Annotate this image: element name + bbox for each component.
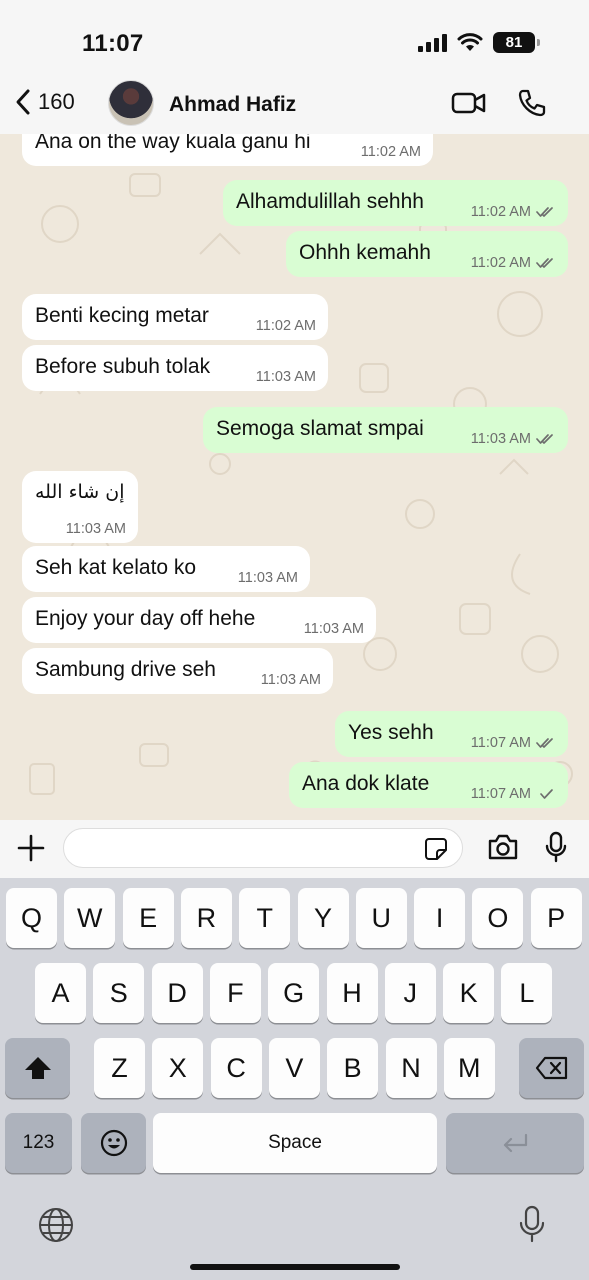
voice-call-icon[interactable] (517, 88, 547, 118)
single-check-icon (536, 788, 556, 800)
key-x[interactable]: X (152, 1038, 203, 1098)
key-j[interactable]: J (385, 963, 436, 1023)
unread-count: 160 (38, 89, 75, 114)
key-i[interactable]: I (414, 888, 465, 948)
message-text: Ohhh kemahh (299, 241, 431, 264)
return-icon (500, 1132, 530, 1154)
key-z[interactable]: Z (94, 1038, 145, 1098)
key-y[interactable]: Y (298, 888, 349, 948)
message-meta (66, 521, 126, 537)
key-d[interactable]: D (152, 963, 203, 1023)
message-time: 11:03 AM (303, 621, 364, 637)
avatar[interactable] (108, 80, 154, 126)
message-text: Before subuh tolak (35, 355, 211, 378)
message-meta (261, 672, 321, 688)
outgoing-message[interactable] (286, 231, 568, 277)
double-check-icon (536, 737, 556, 749)
message-time: 11:03 AM (65, 521, 126, 537)
cellular-signal-icon (418, 34, 447, 52)
key-n[interactable]: N (386, 1038, 437, 1098)
key-a[interactable]: A (35, 963, 86, 1023)
message-text: Benti kecing metar (35, 304, 209, 327)
message-text: Sambung drive seh (35, 658, 216, 681)
message-time: 11:03 AM (237, 570, 298, 586)
message-text: Ana on the way kuala ganu hi (35, 134, 311, 153)
backspace-key[interactable] (519, 1038, 584, 1098)
return-key[interactable] (446, 1113, 584, 1173)
message-meta (471, 786, 556, 802)
key-t[interactable]: T (239, 888, 290, 948)
wifi-icon (457, 33, 483, 52)
key-g[interactable]: G (268, 963, 319, 1023)
sticker-icon[interactable] (424, 837, 448, 861)
message-meta (471, 735, 556, 751)
key-s[interactable]: S (93, 963, 144, 1023)
battery-icon (493, 32, 535, 53)
back-button[interactable] (14, 88, 75, 116)
contact-name[interactable]: Ahmad Hafiz (169, 93, 297, 116)
message-time: 11:02 AM (470, 255, 531, 271)
message-input[interactable] (63, 828, 463, 868)
space-key[interactable]: Space (153, 1113, 437, 1173)
message-meta (471, 204, 556, 220)
message-text: Seh kat kelato ko (35, 556, 197, 579)
incoming-message[interactable] (22, 471, 138, 543)
message-time: 11:03 AM (470, 431, 531, 447)
message-time: 11:07 AM (470, 735, 531, 751)
shift-key[interactable] (5, 1038, 70, 1098)
message-time: 11:03 AM (260, 672, 321, 688)
key-w[interactable]: W (64, 888, 115, 948)
key-k[interactable]: K (443, 963, 494, 1023)
shift-icon (23, 1055, 53, 1081)
message-text: Semoga slamat smpai (216, 417, 424, 440)
double-check-icon (536, 433, 556, 445)
double-check-icon (536, 206, 556, 218)
keyboard (0, 878, 589, 1280)
key-m[interactable]: M (444, 1038, 495, 1098)
message-time: 11:03 AM (255, 369, 316, 385)
status-icons (418, 32, 535, 53)
battery-level: 81 (505, 34, 523, 51)
key-h[interactable]: H (327, 963, 378, 1023)
double-check-icon (536, 257, 556, 269)
incoming-message[interactable] (22, 648, 333, 694)
plus-icon[interactable] (17, 834, 45, 862)
outgoing-message[interactable] (203, 407, 568, 453)
composer-bar (0, 820, 589, 878)
key-b[interactable]: B (327, 1038, 378, 1098)
message-text: إن شاء الله (35, 481, 125, 503)
incoming-message[interactable] (22, 546, 310, 592)
emoji-key[interactable] (81, 1113, 146, 1173)
message-text: Yes sehh (348, 721, 434, 744)
status-time: 11:07 (82, 30, 144, 57)
message-meta (256, 318, 316, 334)
dictation-icon[interactable] (518, 1205, 546, 1243)
message-meta (361, 144, 421, 160)
outgoing-message[interactable] (223, 180, 568, 226)
chat-area[interactable] (0, 134, 589, 820)
key-e[interactable]: E (123, 888, 174, 948)
key-q[interactable]: Q (6, 888, 57, 948)
top-bar (0, 0, 589, 134)
message-meta (471, 255, 556, 271)
message-text: Ana dok klate (302, 772, 430, 795)
incoming-message[interactable] (22, 597, 376, 643)
message-time: 11:02 AM (255, 318, 316, 334)
video-call-icon[interactable] (451, 88, 487, 118)
key-p[interactable]: P (531, 888, 582, 948)
backspace-icon (535, 1056, 569, 1080)
message-meta (238, 570, 298, 586)
outgoing-message[interactable] (289, 762, 568, 808)
key-o[interactable]: O (472, 888, 523, 948)
microphone-icon[interactable] (544, 831, 568, 863)
home-indicator (190, 1264, 400, 1270)
outgoing-message[interactable] (335, 711, 568, 757)
message-meta (256, 369, 316, 385)
key-u[interactable]: U (356, 888, 407, 948)
incoming-message[interactable] (22, 134, 433, 166)
message-time: 11:07 AM (470, 786, 531, 802)
key-c[interactable]: C (211, 1038, 262, 1098)
incoming-message[interactable] (22, 294, 328, 340)
message-text: Enjoy your day off hehe (35, 607, 256, 630)
incoming-message[interactable] (22, 345, 328, 391)
key-r[interactable]: R (181, 888, 232, 948)
message-meta (471, 431, 556, 447)
key-l[interactable]: L (501, 963, 552, 1023)
globe-icon[interactable] (38, 1207, 74, 1243)
message-text: Alhamdulillah sehhh (236, 190, 424, 213)
key-v[interactable]: V (269, 1038, 320, 1098)
emoji-icon (100, 1129, 128, 1157)
camera-icon[interactable] (487, 833, 519, 861)
back-chevron-icon (14, 88, 32, 116)
message-time: 11:02 AM (470, 204, 531, 220)
message-meta (304, 621, 364, 637)
key-f[interactable]: F (210, 963, 261, 1023)
message-time: 11:02 AM (360, 144, 421, 160)
numbers-key[interactable]: 123 (5, 1113, 72, 1173)
